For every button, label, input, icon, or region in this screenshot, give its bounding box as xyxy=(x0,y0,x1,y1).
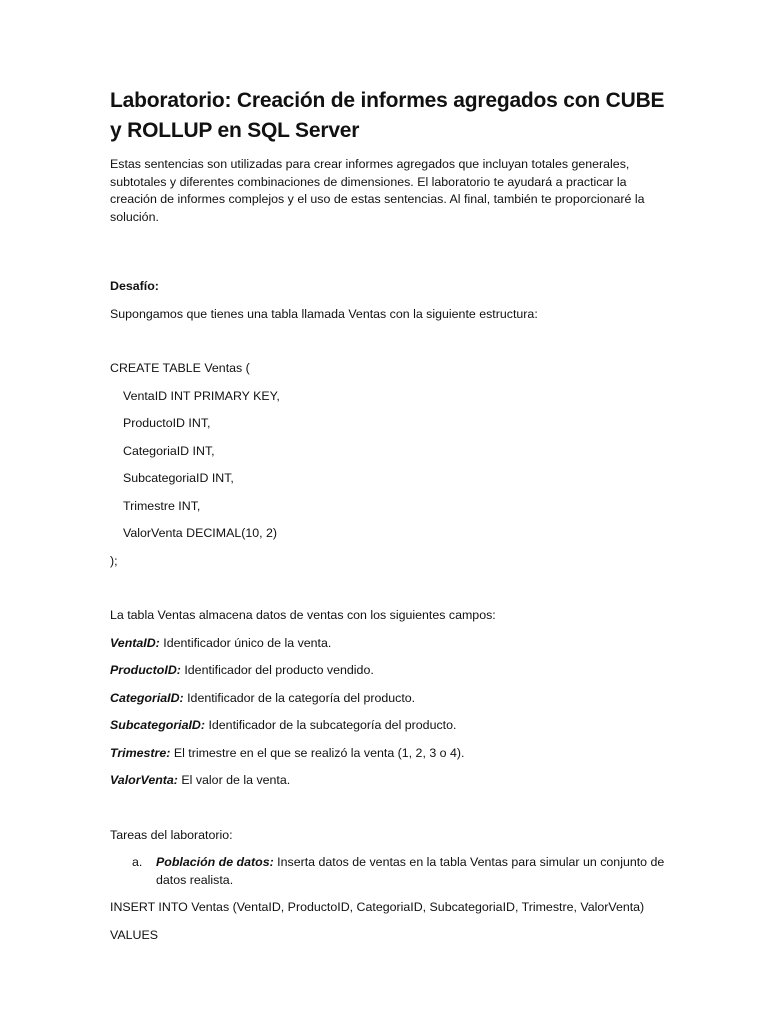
challenge-heading: Desafío: xyxy=(110,279,159,293)
column-definition: SubcategoriaID INT, xyxy=(123,471,234,485)
challenge-text: Supongamos que tienes una tabla llamada Ventas con la siguiente estructura: xyxy=(110,306,538,321)
intro-paragraph: Estas sentencias son utilizadas para crear informes agregados que incluyan totales generales, subtotales y diferentes combinaciones de dimensiones. El laboratorio te ayudará a practicar la creación de informes complejos y el uso de estas sentencias. Al final, también te proporcionaré la solución. xyxy=(110,157,645,224)
field-item xyxy=(110,745,670,763)
fields-list xyxy=(110,635,670,790)
task-description: Inserta datos de ventas en la tabla Ventas para simular un conjunto de datos realista. xyxy=(156,855,665,887)
values-keyword: VALUES xyxy=(110,927,158,942)
column-definition: VentaID INT PRIMARY KEY, xyxy=(123,388,280,403)
fields-intro: La tabla Ventas almacena datos de ventas con los siguientes campos: xyxy=(110,608,496,622)
column-definition: Trimestre INT, xyxy=(123,498,201,513)
field-item xyxy=(110,690,670,708)
task-item xyxy=(110,854,670,889)
field-name: VentaID: xyxy=(110,635,160,650)
create-table-open: CREATE TABLE Ventas ( xyxy=(110,361,250,375)
document-page xyxy=(110,86,670,944)
document-title: Laboratorio: Creación de informes agregados con CUBE y ROLLUP en SQL Server xyxy=(110,89,665,142)
field-description: Identificador del producto vendido. xyxy=(180,663,374,677)
field-description: Identificador único de la venta. xyxy=(159,635,332,650)
create-table-block xyxy=(110,360,670,570)
create-table-close: ); xyxy=(110,553,118,568)
field-name: SubcategoriaID: xyxy=(110,718,206,732)
field-description: El valor de la venta. xyxy=(177,773,291,787)
insert-statement: INSERT INTO Ventas (VentaID, ProductoID, CategoriaID, SubcategoriaID, Trimestre, ValorVenta) xyxy=(110,900,645,914)
task-text xyxy=(156,854,670,889)
field-item xyxy=(110,717,670,735)
tasks-heading: Tareas del laboratorio: xyxy=(110,827,233,842)
field-name: ProductoID: xyxy=(110,663,181,677)
field-item xyxy=(110,635,670,653)
column-definition: CategoriaID INT, xyxy=(123,443,215,458)
field-description: Identificador de la categoría del producto. xyxy=(183,690,416,705)
task-name: Población de datos: xyxy=(156,855,274,869)
column-definition: ProductoID INT, xyxy=(123,416,211,430)
field-name: CategoriaID: xyxy=(110,690,184,705)
field-name: ValorVenta: xyxy=(110,773,178,787)
field-item xyxy=(110,772,670,790)
field-description: Identificador de la subcategoría del producto. xyxy=(205,718,457,732)
column-definition: ValorVenta DECIMAL(10, 2) xyxy=(123,526,278,540)
field-item xyxy=(110,662,670,680)
field-name: Trimestre: xyxy=(110,745,171,760)
field-description: El trimestre en el que se realizó la venta (1, 2, 3 o 4). xyxy=(170,745,465,760)
task-marker: a. xyxy=(132,855,143,869)
